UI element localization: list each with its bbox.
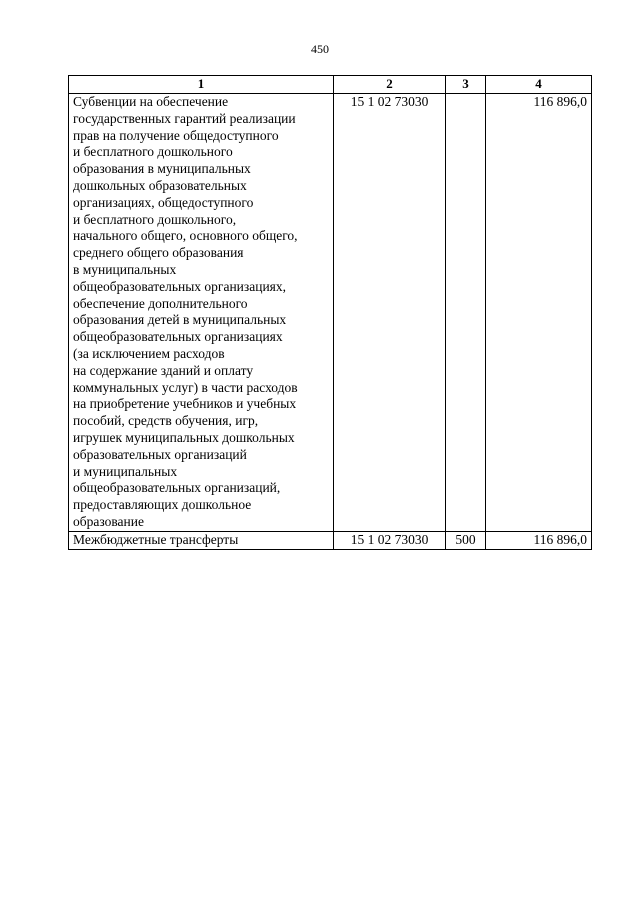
description-line: на приобретение учебников и учебных <box>73 396 297 412</box>
column-header-1: 1 <box>69 76 334 94</box>
row-amount: 116 896,0 <box>486 94 592 532</box>
description-line: образования детей в муниципальных <box>73 312 287 328</box>
description-line: обеспечение дополнительного <box>73 295 248 311</box>
table-row <box>69 531 592 549</box>
description-line: организациях, общедоступного <box>73 194 254 210</box>
description-line: (за исключением расходов <box>73 345 225 361</box>
description-line: общеобразовательных организаций, <box>73 480 281 496</box>
description-line: общеобразовательных организациях, <box>73 278 287 294</box>
page-number: 450 <box>311 42 329 56</box>
description-line: Субвенции на обеспечение <box>73 94 229 109</box>
row-description <box>69 94 334 532</box>
description-line: образовательных организаций <box>73 446 247 462</box>
description-line: среднего общего образования <box>73 245 244 261</box>
description-line: Межбюджетные трансферты <box>73 531 239 547</box>
row-code: 15 1 02 73030 <box>334 94 446 532</box>
description-line: игрушек муниципальных дошкольных <box>73 429 295 445</box>
column-header-2: 2 <box>334 76 446 94</box>
description-line: государственных гарантий реализации <box>73 110 296 126</box>
description-line: и бесплатного дошкольного <box>73 144 233 160</box>
row-expense-type <box>446 94 486 532</box>
description-line: образования в муниципальных <box>73 161 251 177</box>
column-header-4: 4 <box>486 76 592 94</box>
row-description <box>69 531 334 549</box>
table-header-row <box>69 76 592 94</box>
row-amount: 116 896,0 <box>486 531 592 549</box>
description-line: и бесплатного дошкольного, <box>73 211 237 227</box>
description-line: начального общего, основного общего, <box>73 228 298 244</box>
row-code: 15 1 02 73030 <box>334 531 446 549</box>
description-line: прав на получение общедоступного <box>73 127 279 143</box>
description-line: и муниципальных <box>73 463 178 479</box>
description-line: образование <box>73 513 144 529</box>
description-line: пособий, средств обучения, игр, <box>73 413 259 429</box>
row-expense-type: 500 <box>446 531 486 549</box>
description-line: коммунальных услуг) в части расходов <box>73 379 298 395</box>
budget-table <box>68 75 592 550</box>
column-header-3: 3 <box>446 76 486 94</box>
description-line: предоставляющих дошкольное <box>73 497 252 513</box>
description-line: на содержание зданий и оплату <box>73 362 254 378</box>
table-row <box>69 94 592 532</box>
description-line: в муниципальных <box>73 261 177 277</box>
description-line: дошкольных образовательных <box>73 177 247 193</box>
description-line: общеобразовательных организациях <box>73 329 283 345</box>
